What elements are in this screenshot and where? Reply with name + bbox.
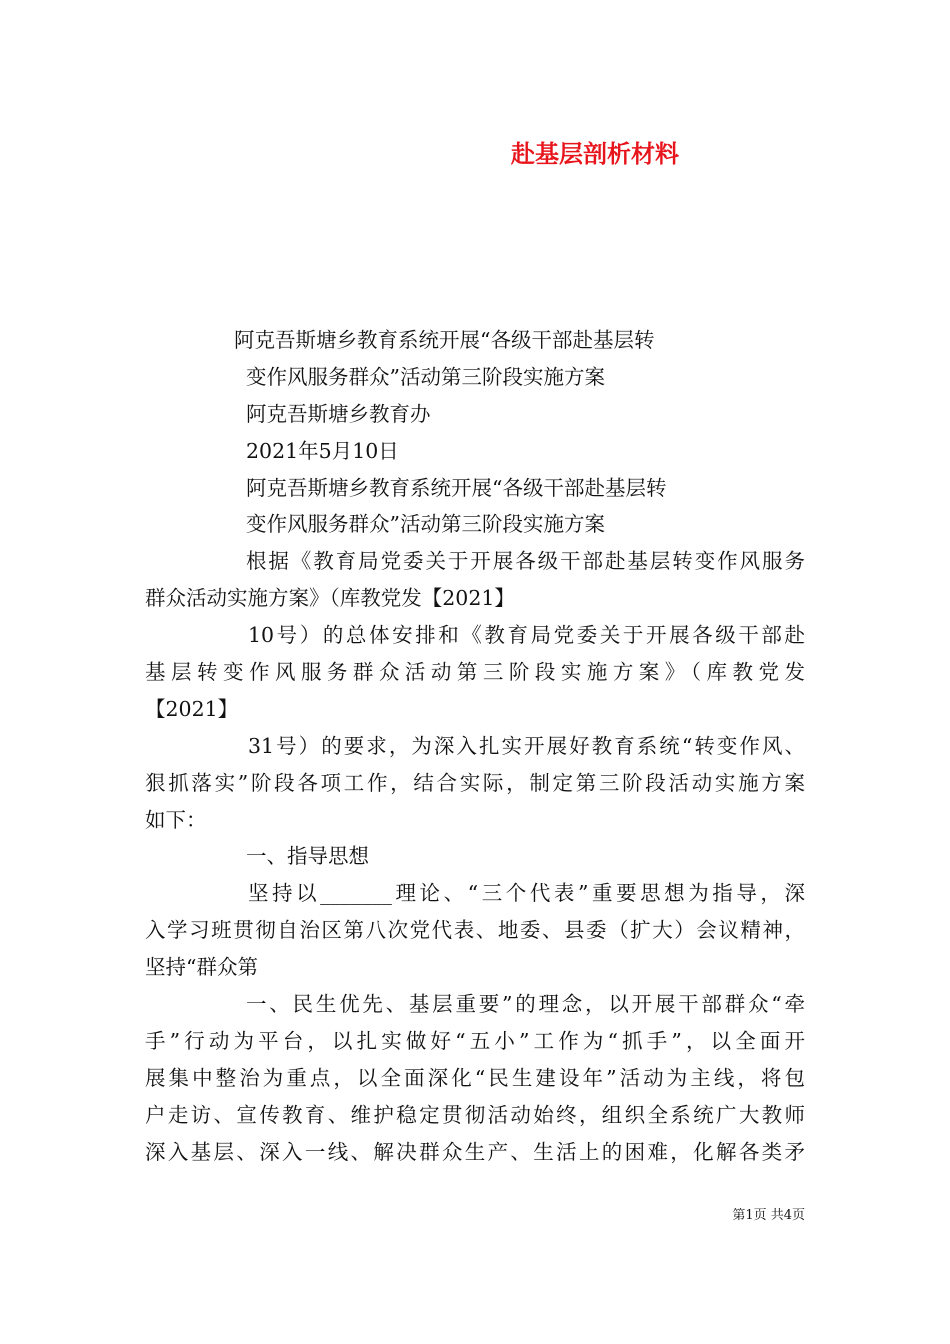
doc-line: 狠抓落实”阶段各项工作，结合实际，制定第三阶段活动实施方案: [145, 770, 805, 795]
doc-line: 深入基层、深入一线、解决群众生产、生活上的困难，化解各类矛: [145, 1139, 805, 1164]
doc-line: 手”行动为平台，以扎实做好“五小”工作为“抓手”，以全面开: [145, 1028, 805, 1053]
doc-line: 阿克吾斯塘乡教育办: [246, 401, 431, 426]
doc-line: 群众活动实施方案》（库教党发【2021】: [145, 586, 515, 611]
doc-line: 展集中整治为重点，以全面深化“民生建设年”活动为主线，将包: [145, 1065, 805, 1090]
doc-line: 【2021】: [145, 696, 239, 721]
doc-line: 户走访、宣传教育、维护稳定贯彻活动始终，组织全系统广大教师: [145, 1102, 805, 1127]
doc-line: 坚持以_______理论、“三个代表”重要思想为指导，深: [248, 881, 805, 906]
doc-line: 31号）的要求，为深入扎实开展好教育系统“转变作风、: [248, 733, 805, 758]
document-body: [145, 322, 805, 1170]
doc-line: 10号）的总体安排和《教育局党委关于开展各级干部赴: [248, 623, 805, 648]
doc-line: 根据《教育局党委关于开展各级干部赴基层转变作风服务: [246, 549, 805, 574]
doc-line: 如下：: [145, 807, 207, 832]
doc-line: 2021年5月10日: [246, 438, 399, 463]
doc-line: 阿克吾斯塘乡教育系统开展“各级干部赴基层转: [246, 475, 667, 500]
document-title: 赴基层剖析材料: [511, 140, 679, 168]
doc-line: 基层转变作风服务群众活动第三阶段实施方案》（库教党发: [145, 660, 805, 685]
doc-line: 一、民生优先、基层重要”的理念，以开展干部群众“牵: [246, 992, 805, 1017]
page-number: 第1页 共4页: [732, 1208, 805, 1223]
doc-line: 坚持“群众第: [145, 955, 258, 980]
doc-line: 阿克吾斯塘乡教育系统开展“各级干部赴基层转: [234, 328, 655, 352]
doc-line: 入学习班贯彻自治区第八次党代表、地委、县委（扩大）会议精神，: [145, 918, 805, 943]
doc-line: 变作风服务群众”活动第三阶段实施方案: [246, 364, 605, 389]
section-heading: 一、指导思想: [246, 844, 369, 869]
doc-line: 变作风服务群众”活动第三阶段实施方案: [246, 512, 605, 537]
